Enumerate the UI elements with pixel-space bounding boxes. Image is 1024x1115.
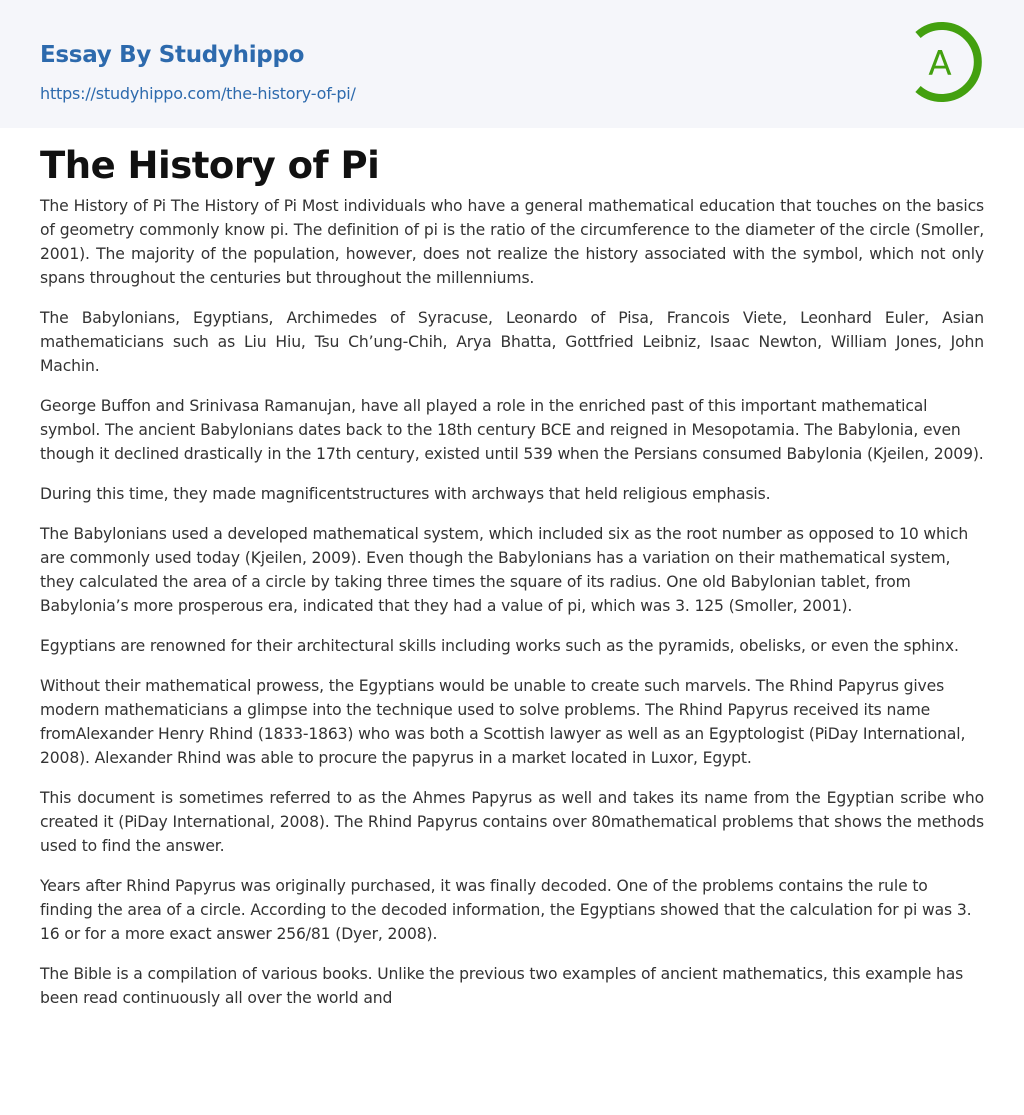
paragraph: The Bible is a compilation of various books. Unlike the previous two examples of ancient mathematics, this example has been read continuously all over the world and [40,965,964,1007]
paragraph: The History of Pi The History of Pi Most individuals who have a general mathematical education that touches on the basics of geometry commonly know pi. The definition of pi is the ratio of the circumference to the diameter of the circle (Smoller, 2001). The majority of the population, however, does not realize the history associated with the symbol, which not only spans throughout the centuries but throughout the millenniums. [40,197,984,287]
studyhippo-logo-icon[interactable] [910,19,986,105]
paragraph: This document is sometimes referred to as the Ahmes Papyrus as well and takes its name from the Egyptian scribe who created it (PiDay International, 2008). The Rhind Papyrus contains over 80mathematical problems that shows the methods used to find the answer. [40,789,984,855]
paragraph: Without their mathematical prowess, the Egyptians would be unable to create such marvels. The Rhind Papyrus gives modern mathematicians a glimpse into the technique used to solve problems. The Rhind Papyrus received its name fromAlexander Henry Rhind (1833-1863) who was both a Scottish lawyer as well as an Egyptologist (PiDay International, 2008). Alexander Rhind was able to procure the papyrus in a market located in Luxor, Egypt. [40,677,966,767]
essay-url-link[interactable]: https://studyhippo.com/the-history-of-pi/ [40,84,356,103]
paragraph: George Buffon and Srinivasa Ramanujan, have all played a role in the enriched past of this important mathematical symbol. The ancient Babylonians dates back to the 18th century BCE and reigned in Mesopotamia. The Babylonia, even though it declined drastically in the 17th century, existed until 539 when the Persians consumed Babylonia (Kjeilen, 2009). [40,397,984,463]
paragraph: During this time, they made magnificentstructures with archways that held religious emphasis. [40,485,771,503]
site-header [0,0,1024,128]
page-title: The History of Pi [40,144,380,187]
paragraph: Years after Rhind Papyrus was originally purchased, it was finally decoded. One of the problems contains the rule to finding the area of a circle. According to the decoded information, the Egyptians showed that the calculation for pi was 3. 16 or for a more exact answer 256/81 (Dyer, 2008). [40,877,972,943]
paragraph: Egyptians are renowned for their architectural skills including works such as the pyramids, obelisks, or even the sphinx. [40,637,959,655]
paragraph: The Babylonians used a developed mathematical system, which included six as the root number as opposed to 10 which are commonly used today (Kjeilen, 2009). Even though the Babylonians has a variation on their mathematical system, they calculated the area of a circle by taking three times the square of its radius. One old Babylonian tablet, from Babylonia’s more prosperous era, indicated that they had a value of pi, which was 3. 125 (Smoller, 2001). [40,525,969,615]
svg-text:A: A [928,44,952,84]
essay-body [40,194,984,1026]
brand-title[interactable]: Essay By Studyhippo [40,42,305,68]
paragraph: The Babylonians, Egyptians, Archimedes of Syracuse, Leonardo of Pisa, Francois Viete, Leonhard Euler, Asian mathematicians such as Liu Hiu, Tsu Ch’ung-Chih, Arya Bhatta, Gottfried Leibniz, Isaac Newton, William Jones, John Machin. [40,309,984,375]
